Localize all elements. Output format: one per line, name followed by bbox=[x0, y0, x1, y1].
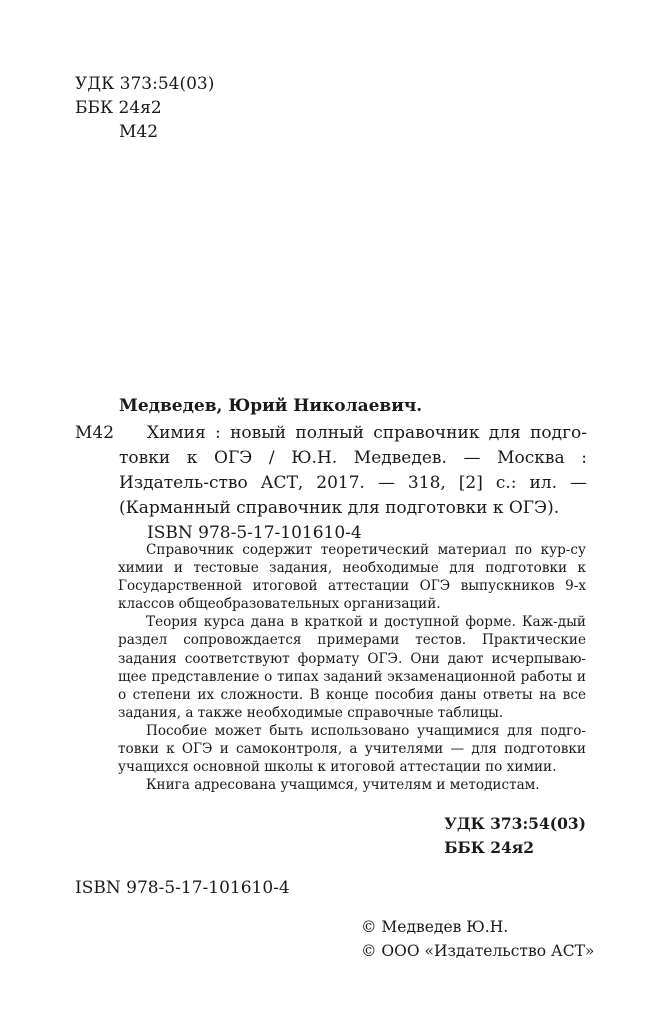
annotation-paragraph: Пособие может быть использовано учащимися для подго-товки к ОГЭ и самоконтроля, а учителями — для подготовки учащихся основной школы к итоговой аттестации по химии. bbox=[118, 722, 586, 776]
isbn: ISBN 978-5-17-101610-4 bbox=[75, 878, 290, 898]
author-mark: М42 bbox=[119, 122, 159, 142]
udk-code: УДК 373:54(03) bbox=[75, 74, 215, 94]
udk-code-bottom: УДК 373:54(03) bbox=[444, 814, 586, 833]
copyright-author: © Медведев Ю.Н. bbox=[361, 918, 509, 936]
bbk-code-bottom: ББК 24я2 bbox=[444, 838, 535, 857]
annotation bbox=[118, 541, 586, 794]
annotation-paragraph: Справочник содержит теоретический материал по кур-су химии и тестовые задания, необходимые для подготовки к Государственной итоговой аттестации ОГЭ выпускников 9-х классов общеобразовательных организаций. bbox=[118, 542, 586, 613]
author-heading: Медведев, Юрий Николаевич. bbox=[119, 396, 423, 416]
bibliographic-description: Химия : новый полный справочник для подго-товки к ОГЭ / Ю.Н. Медведев. — Москва : Издатель-ство АСТ, 2017. — 318, [2] с.: ил. — (Карманный справочник для подготовки к ОГЭ). bbox=[119, 423, 587, 518]
annotation-paragraph: Книга адресована учащимся, учителям и методистам. bbox=[146, 777, 540, 794]
annotation-paragraph: Теория курса дана в краткой и доступной форме. Каж-дый раздел сопровождается примерами тестов. Практические задания соответствуют формату ОГЭ. Они дают исчерпываю-щее представление о типах заданий экзаменационной работы и о степени их сложности. В конце пособия даны ответы на все задания, а также необходимые справочные таблицы. bbox=[118, 614, 586, 721]
top-classification-codes bbox=[75, 72, 214, 144]
entry-author-mark: М42 bbox=[75, 423, 115, 443]
bbk-code: ББК 24я2 bbox=[75, 98, 162, 118]
bibliographic-record bbox=[75, 394, 587, 546]
copyright-block bbox=[361, 915, 594, 963]
copyright-publisher: © ООО «Издательство АСТ» bbox=[361, 942, 595, 960]
bibliographic-entry bbox=[75, 421, 587, 521]
bottom-classification-codes bbox=[444, 812, 586, 860]
entry-isbn: ISBN 978-5-17-101610-4 bbox=[147, 523, 362, 543]
